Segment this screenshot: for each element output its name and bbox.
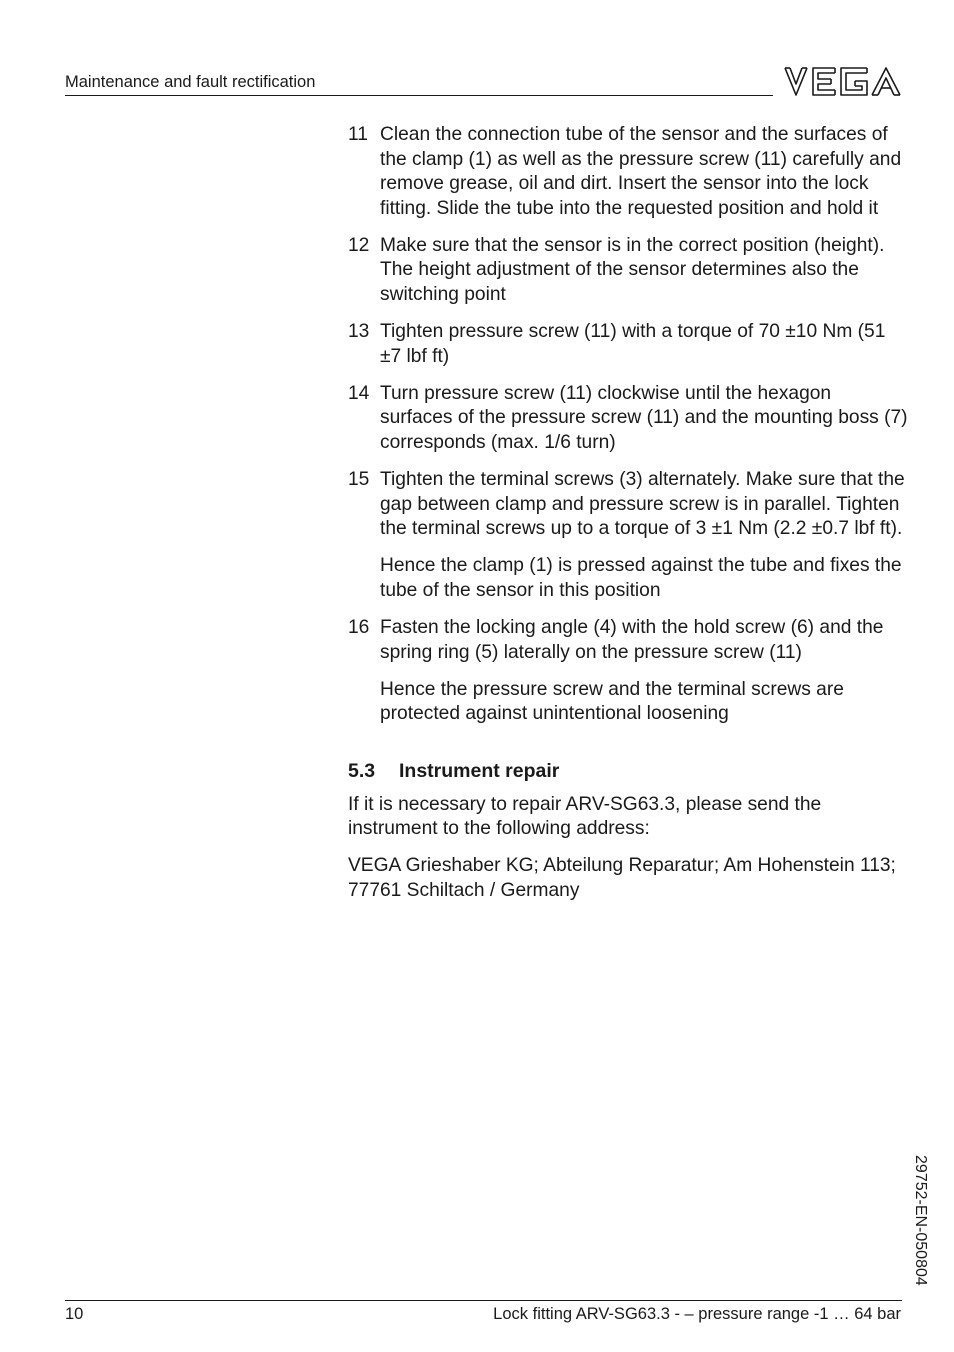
- step-text: Make sure that the sensor is in the correct position (height). The height adjustment of the sensor determines also the switching point: [380, 234, 885, 306]
- step-note: Hence the pressure screw and the terminal screws are protected against unintentional loosening: [380, 678, 844, 725]
- instruction-step: [348, 320, 908, 369]
- section-title: Instrument repair: [399, 759, 560, 782]
- step-number: 13: [348, 321, 370, 343]
- section-number: 5.3: [348, 759, 376, 782]
- step-text: Clean the connection tube of the sensor and the surfaces of the clamp (1) as well as the pressure screw (11) carefully and remove grease, oil and dirt. Insert the sensor into the lock fitting. Slide the tube into the requested position and hold it: [380, 124, 902, 219]
- step-body: [380, 234, 908, 308]
- step-text: Fasten the locking angle (4) with the hold screw (6) and the spring ring (5) laterally on the pressure screw (11): [380, 617, 884, 663]
- step-body: [380, 382, 908, 456]
- step-note: Hence the clamp (1) is pressed against the tube and fixes the tube of the sensor in this position: [380, 555, 902, 601]
- main-content: [348, 123, 908, 916]
- step-number: 11: [348, 124, 368, 145]
- page-number: 10: [65, 1305, 84, 1323]
- step-number: 16: [348, 617, 370, 639]
- step-body: [380, 320, 908, 369]
- address-paragraph: VEGA Grieshaber KG; Abteilung Reparatur; Am Hohenstein 113; 77761 Schiltach / Germany: [348, 855, 896, 901]
- instruction-step: [348, 234, 908, 308]
- step-text: Tighten pressure screw (11) with a torque of 70 ±10 Nm (51 ±7 lbf ft): [380, 321, 886, 367]
- step-body: [380, 123, 908, 221]
- step-number: 14: [348, 382, 370, 404]
- step-text: Tighten the terminal screws (3) alternately. Make sure that the gap between clamp and pressure screw is in parallel. Tighten the terminal screws up to a torque of 3 ±1 Nm (2.2 ±0.7 lbf ft).: [380, 469, 905, 540]
- step-text: Turn pressure screw (11) clockwise until the hexagon surfaces of the pressure screw (11) and the mounting boss (7) corresponds (max. 1/6 turn): [380, 382, 908, 454]
- instruction-step: [348, 468, 908, 603]
- section-heading: [348, 759, 908, 784]
- instruction-step: [348, 382, 908, 456]
- step-body: [380, 616, 908, 727]
- vega-logo: [783, 64, 902, 98]
- step-number: 15: [348, 469, 370, 491]
- footer-divider: [65, 1300, 902, 1301]
- header-divider: [65, 95, 773, 96]
- running-header: Maintenance and fault rectification: [65, 73, 316, 91]
- body-paragraph: If it is necessary to repair ARV-SG63.3, please send the instrument to the following address:: [348, 793, 822, 840]
- document-code: 29752-EN-050804: [912, 1155, 929, 1286]
- instruction-step: [348, 123, 908, 221]
- footer-document-title: Lock fitting ARV-SG63.3 - – pressure range -1 … 64 bar: [493, 1305, 901, 1323]
- step-body: [380, 468, 908, 603]
- step-number: 12: [348, 234, 370, 256]
- instruction-step: [348, 616, 908, 727]
